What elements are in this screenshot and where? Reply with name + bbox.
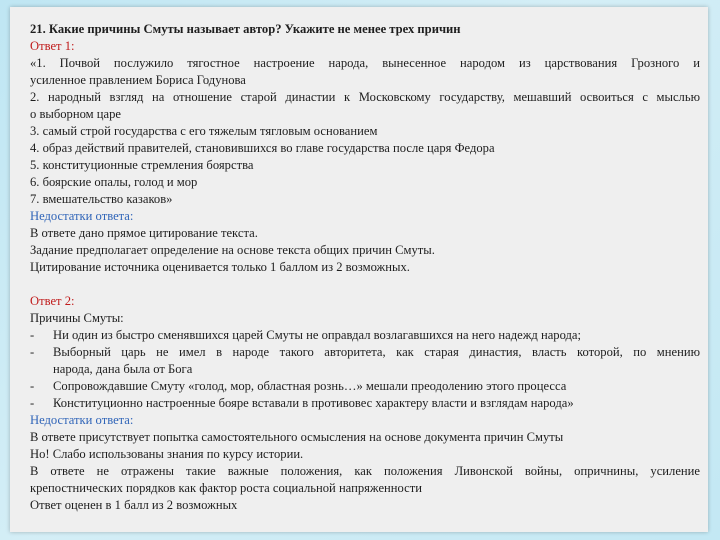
bullet-text: Выборный царь не имел в народе такого авторитета, как старая династия, власть которой, по мнению — [53, 345, 700, 359]
answer1-item: 4. образ действий правителей, становившихся во главе государства после царя Федора — [30, 141, 495, 155]
answer1-item: 7. вмешательство казаков» — [30, 192, 173, 206]
bullet-text: Сопровождавшие Смуту «голод, мор, областная рознь…» мешали преодолению этого процесса — [53, 379, 567, 393]
bullet-dash: - — [30, 396, 35, 410]
answer1-shortcomings-label: Недостатки ответа: — [30, 209, 134, 223]
answer1-item: «1. Почвой послужило тягостное настроение народа, вынесенное народом из царствования Грозного и — [30, 56, 700, 70]
answer2-bullet — [30, 378, 700, 395]
bullet-dash: - — [30, 379, 35, 393]
answer1-shortcoming: Цитирование источника оценивается только 1 баллом из 2 возможных. — [30, 260, 410, 274]
answer2-bullet — [30, 395, 700, 412]
answer2-shortcoming: Ответ оценен в 1 балл из 2 возможных — [30, 498, 238, 512]
answer2-shortcomings-label: Недостатки ответа: — [30, 413, 134, 427]
question-title: 21. Какие причины Смуты называет автор? Укажите не менее трех причин — [30, 22, 461, 36]
answer2-shortcoming: В ответе присутствует попытка самостоятельного осмысления на основе документа причин Смуты — [30, 430, 564, 444]
bullet-dash: - — [30, 328, 35, 342]
answer2-intro: Причины Смуты: — [30, 311, 124, 325]
section-spacer — [30, 276, 700, 293]
answer1-shortcoming: В ответе дано прямое цитирование текста. — [30, 226, 258, 240]
answer2-label: Ответ 2: — [30, 294, 75, 308]
bullet-text: Ни один из быстро сменявшихся царей Смуты не оправдал возлагавшихся на него надежд народа; — [53, 328, 582, 342]
answer2-shortcoming: крепостнических порядков как фактор роста социальной напряженности — [30, 481, 422, 495]
answer1-item: усиленное правлением Бориса Годунова — [30, 73, 246, 87]
answer1-shortcoming: Задание предполагает определение на основе текста общих причин Смуты. — [30, 243, 435, 257]
answer1-item: 3. самый строй государства с его тяжелым тягловым основанием — [30, 124, 378, 138]
document-body — [30, 21, 700, 514]
answer2-bullet — [30, 344, 700, 378]
bullet-text: Конституционно настроенные бояре вставали в противовес характеру власти и взглядам народа» — [53, 396, 574, 410]
bullet-dash: - — [30, 345, 35, 359]
bullet-text: народа, дана была от Бога — [53, 362, 193, 376]
answer2-shortcoming: Но! Слабо использованы знания по курсу истории. — [30, 447, 304, 461]
answer2-shortcoming: В ответе не отражены такие важные положения, как положения Ливонской войны, опричнины, усиление — [30, 464, 700, 478]
answer1-label: Ответ 1: — [30, 39, 75, 53]
answer2-bullet — [30, 327, 700, 344]
answer1-item: о выборном царе — [30, 107, 121, 121]
slide-panel — [10, 7, 708, 532]
answer1-item: 5. конституционные стремления боярства — [30, 158, 254, 172]
answer1-item: 6. боярские опалы, голод и мор — [30, 175, 198, 189]
answer1-item: 2. народный взгляд на отношение старой династии к Московскому государству, мешавший освоиться с мыслью — [30, 90, 700, 104]
